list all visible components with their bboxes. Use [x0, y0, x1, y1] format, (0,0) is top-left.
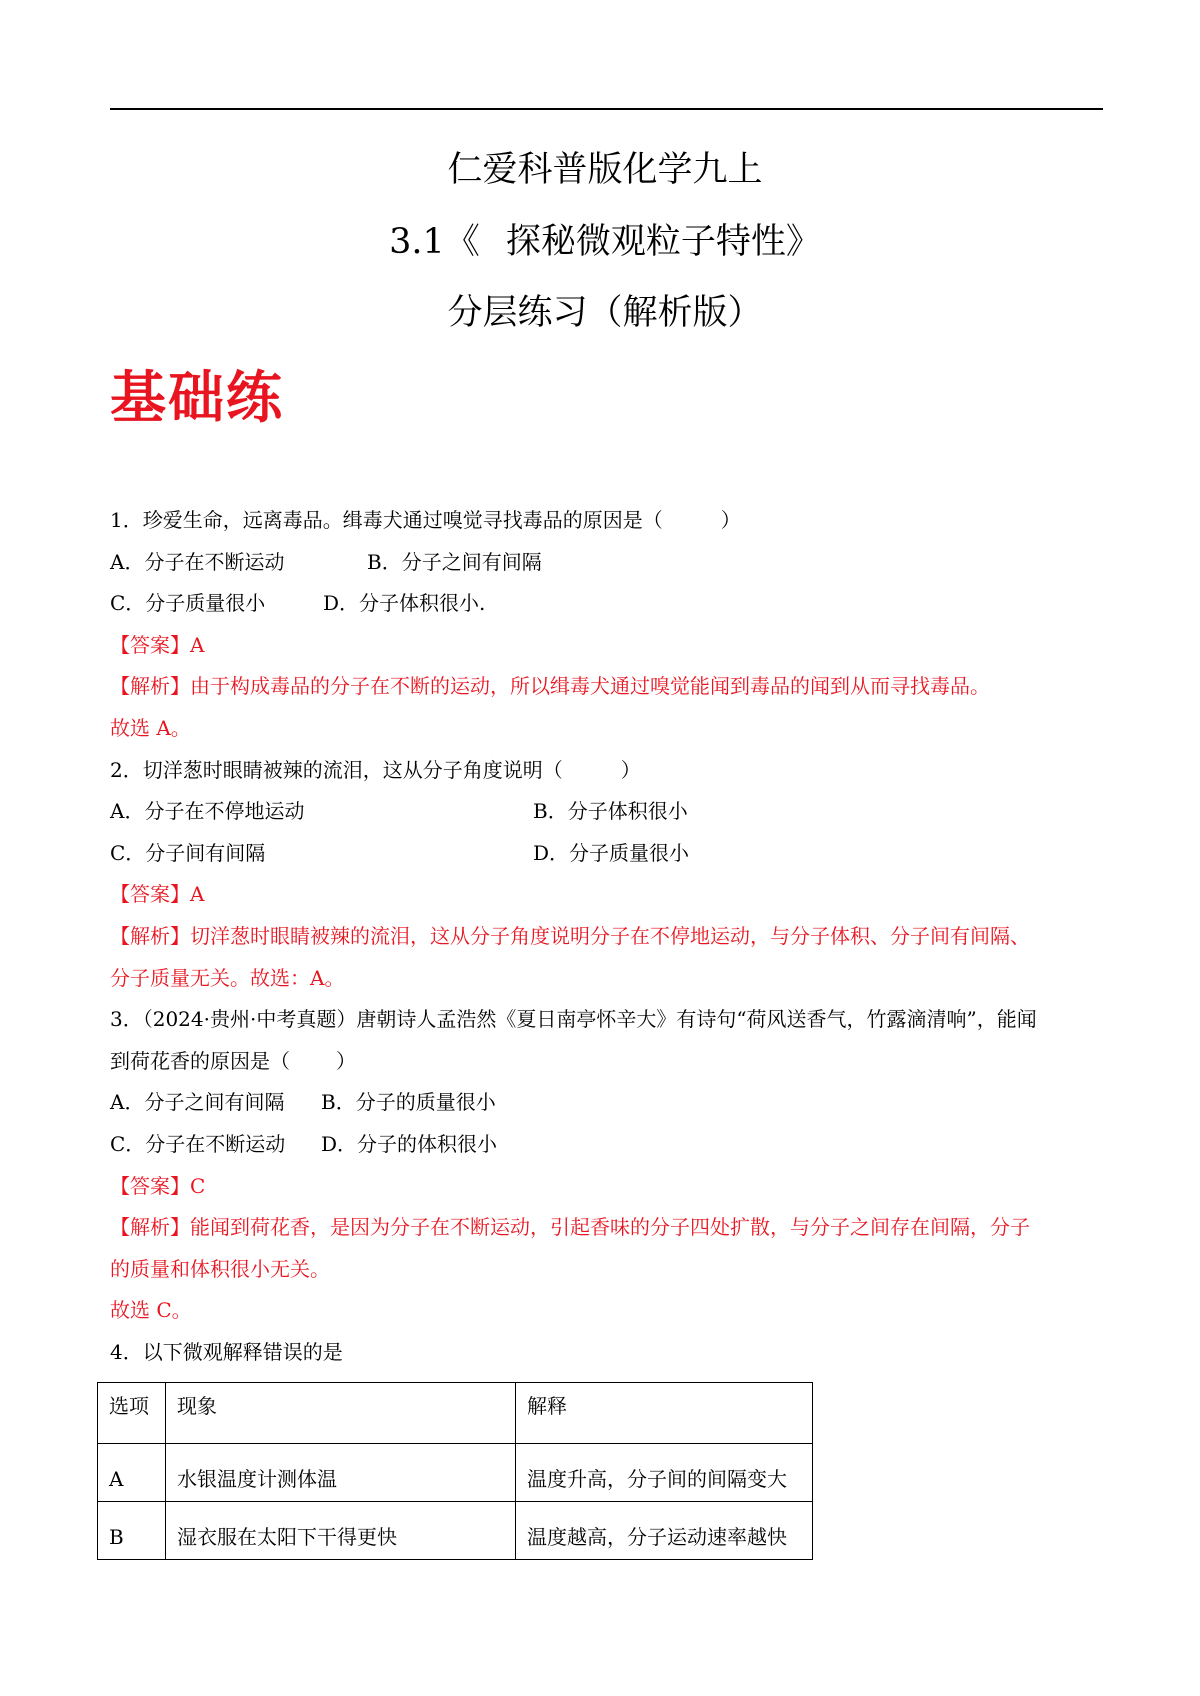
table-cell: A — [98, 1444, 166, 1502]
header-rule — [110, 108, 1103, 110]
table-header-cell: 解释 — [516, 1383, 813, 1444]
option-d: D．分子体积很小. — [323, 591, 486, 616]
option-b: B．分子之间有间隔 — [367, 549, 542, 574]
question-1-answer: 【答案】A — [110, 632, 205, 657]
question-3-conclusion: 故选 C。 — [110, 1298, 192, 1323]
question-4-table — [97, 1382, 813, 1560]
option-a: A．分子在不断运动 — [110, 549, 285, 574]
question-3-analysis-line1: 【解析】能闻到荷花香，是因为分子在不断运动，引起香味的分子四处扩散，与分子之间存在间隔，分子 — [110, 1215, 1030, 1240]
option-a: A．分子之间有间隔 — [110, 1090, 285, 1115]
doc-title-line1: 仁爱科普版化学九上 — [447, 150, 763, 190]
question-3-stem-line1: 3．（2024·贵州·中考真题）唐朝诗人孟浩然《夏日南亭怀辛大》有诗句“荷风送香气，竹露滴清响”，能闻 — [110, 1007, 1037, 1032]
option-c: C．分子质量很小 — [110, 591, 266, 616]
table-row — [98, 1502, 813, 1560]
question-2-analysis-line2: 分子质量无关。故选：A。 — [110, 965, 345, 990]
option-a: A．分子在不停地运动 — [110, 799, 305, 824]
table-cell: 温度越高，分子运动速率越快 — [516, 1502, 813, 1560]
doc-title-line3: 分层练习（解析版） — [447, 293, 763, 333]
table-cell: B — [98, 1502, 166, 1560]
section-heading: 基础练 — [110, 366, 284, 431]
question-2-analysis-line1: 【解析】切洋葱时眼睛被辣的流泪，这从分子角度说明分子在不停地运动，与分子体积、分子间有间隔、 — [110, 923, 1030, 948]
option-d: D．分子的体积很小 — [321, 1131, 498, 1156]
question-1-stem: 1．珍爱生命，远离毒品。缉毒犬通过嗅觉寻找毒品的原因是（ ） — [110, 508, 741, 532]
table-header-cell: 选项 — [98, 1383, 166, 1444]
table-cell: 温度升高，分子间的间隔变大 — [516, 1444, 813, 1502]
option-c: C．分子间有间隔 — [110, 840, 266, 865]
question-1-analysis: 【解析】由于构成毒品的分子在不断的运动，所以缉毒犬通过嗅觉能闻到毒品的闻到从而寻找毒品。 — [110, 674, 990, 699]
table-cell: 湿衣服在太阳下干得更快 — [166, 1502, 516, 1560]
option-c: C．分子在不断运动 — [110, 1131, 286, 1156]
question-1-options-row2 — [110, 583, 1103, 625]
question-2-options-row1 — [110, 791, 1103, 833]
question-3-analysis-line2: 的质量和体积很小无关。 — [110, 1256, 330, 1281]
question-list — [110, 500, 1103, 1373]
option-b: B．分子体积很小 — [533, 799, 688, 824]
option-d: D．分子质量很小 — [533, 840, 690, 865]
question-2-options-row2 — [110, 833, 1103, 875]
question-1-conclusion: 故选 A。 — [110, 715, 191, 740]
question-2-stem: 2．切洋葱时眼睛被辣的流泪，这从分子角度说明（ ） — [110, 757, 641, 782]
table-cell: 水银温度计测体温 — [166, 1444, 516, 1502]
question-3-options-row1 — [110, 1082, 1103, 1124]
doc-title-line2 — [0, 222, 1200, 262]
table-row — [98, 1444, 813, 1502]
option-b: B．分子的质量很小 — [321, 1090, 496, 1115]
question-2-answer: 【答案】A — [110, 882, 205, 907]
lesson-number: 3.1《 — [389, 222, 480, 262]
table-header-cell: 现象 — [166, 1383, 516, 1444]
question-3-options-row2 — [110, 1124, 1103, 1166]
table-header-row — [98, 1383, 813, 1444]
question-1-options-row1 — [110, 542, 1103, 584]
lesson-title: 探秘微观粒子特性》 — [505, 222, 821, 262]
question-4-stem: 4．以下微观解释错误的是 — [110, 1339, 343, 1364]
question-3-stem-line2: 到荷花香的原因是（ ） — [110, 1048, 356, 1073]
question-3-answer: 【答案】C — [110, 1173, 206, 1198]
